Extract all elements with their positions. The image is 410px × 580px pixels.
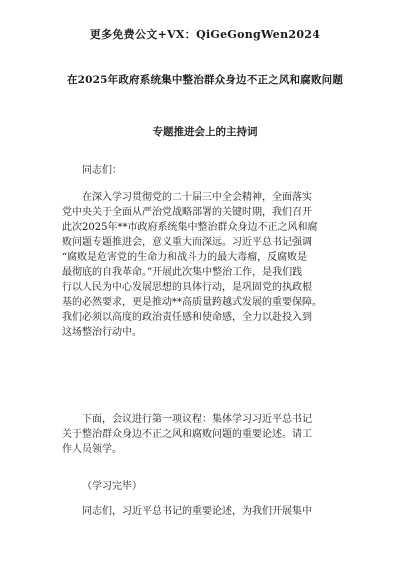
- header-note: 更多免费公文+VX：QiGeGongWen2024: [89, 28, 321, 41]
- paragraph-line: 下面，会议进行第一项议程：集体学习习近平总书记: [82, 414, 312, 425]
- paragraph-line: 此次2025年**市政府系统集中整治群众身边不正之风和腐: [62, 222, 318, 233]
- study-note-text: （学习完毕）: [82, 481, 142, 492]
- paragraph-line: 同志们，习近平总书记的重要论述，为我们开展集中: [82, 506, 312, 517]
- study-note: [62, 479, 344, 494]
- paragraph-2: [62, 412, 344, 457]
- greeting-text: 同志们：: [82, 165, 122, 176]
- document-subtitle: 专题推进会上的主持词: [152, 126, 258, 138]
- paragraph-line: “腐败是危害党的生命力和战斗力的最大毒瘤，反腐败是: [62, 252, 308, 263]
- paragraph-line: 我们必须以高度的政治责任感和使命感，全力以赴投入到: [62, 312, 312, 323]
- paragraph-line: 党中央关于全面从严治党战略部署的关键时期，我们召开: [62, 207, 312, 218]
- paragraph-1: [62, 190, 344, 340]
- paragraph-line: 关于整治群众身边不正之风和腐败问题的重要论述。请工: [62, 429, 312, 440]
- greeting: [62, 163, 344, 178]
- paragraph-line: 在深入学习贯彻党的二十届三中全会精神，全面落实: [82, 192, 312, 203]
- paragraph-line: 最彻底的自我革命。”开展此次集中整治工作，是我们践: [62, 267, 303, 278]
- paragraph-3: [62, 504, 344, 519]
- paragraph-line: 这场整治行动中。: [62, 327, 142, 338]
- document-title: 在2025年政府系统集中整治群众身边不正之风和腐败问题: [66, 74, 344, 86]
- paragraph-line: 作人员领学。: [62, 444, 122, 455]
- paragraph-line: 行以人民为中心发展思想的具体行动，是巩固党的执政根: [62, 282, 312, 293]
- paragraph-line: 败问题专题推进会，意义重大而深远。习近平总书记强调: [62, 237, 312, 248]
- paragraph-line: 基的必然要求，更是推动**高质量跨越式发展的重要保障。: [62, 297, 322, 308]
